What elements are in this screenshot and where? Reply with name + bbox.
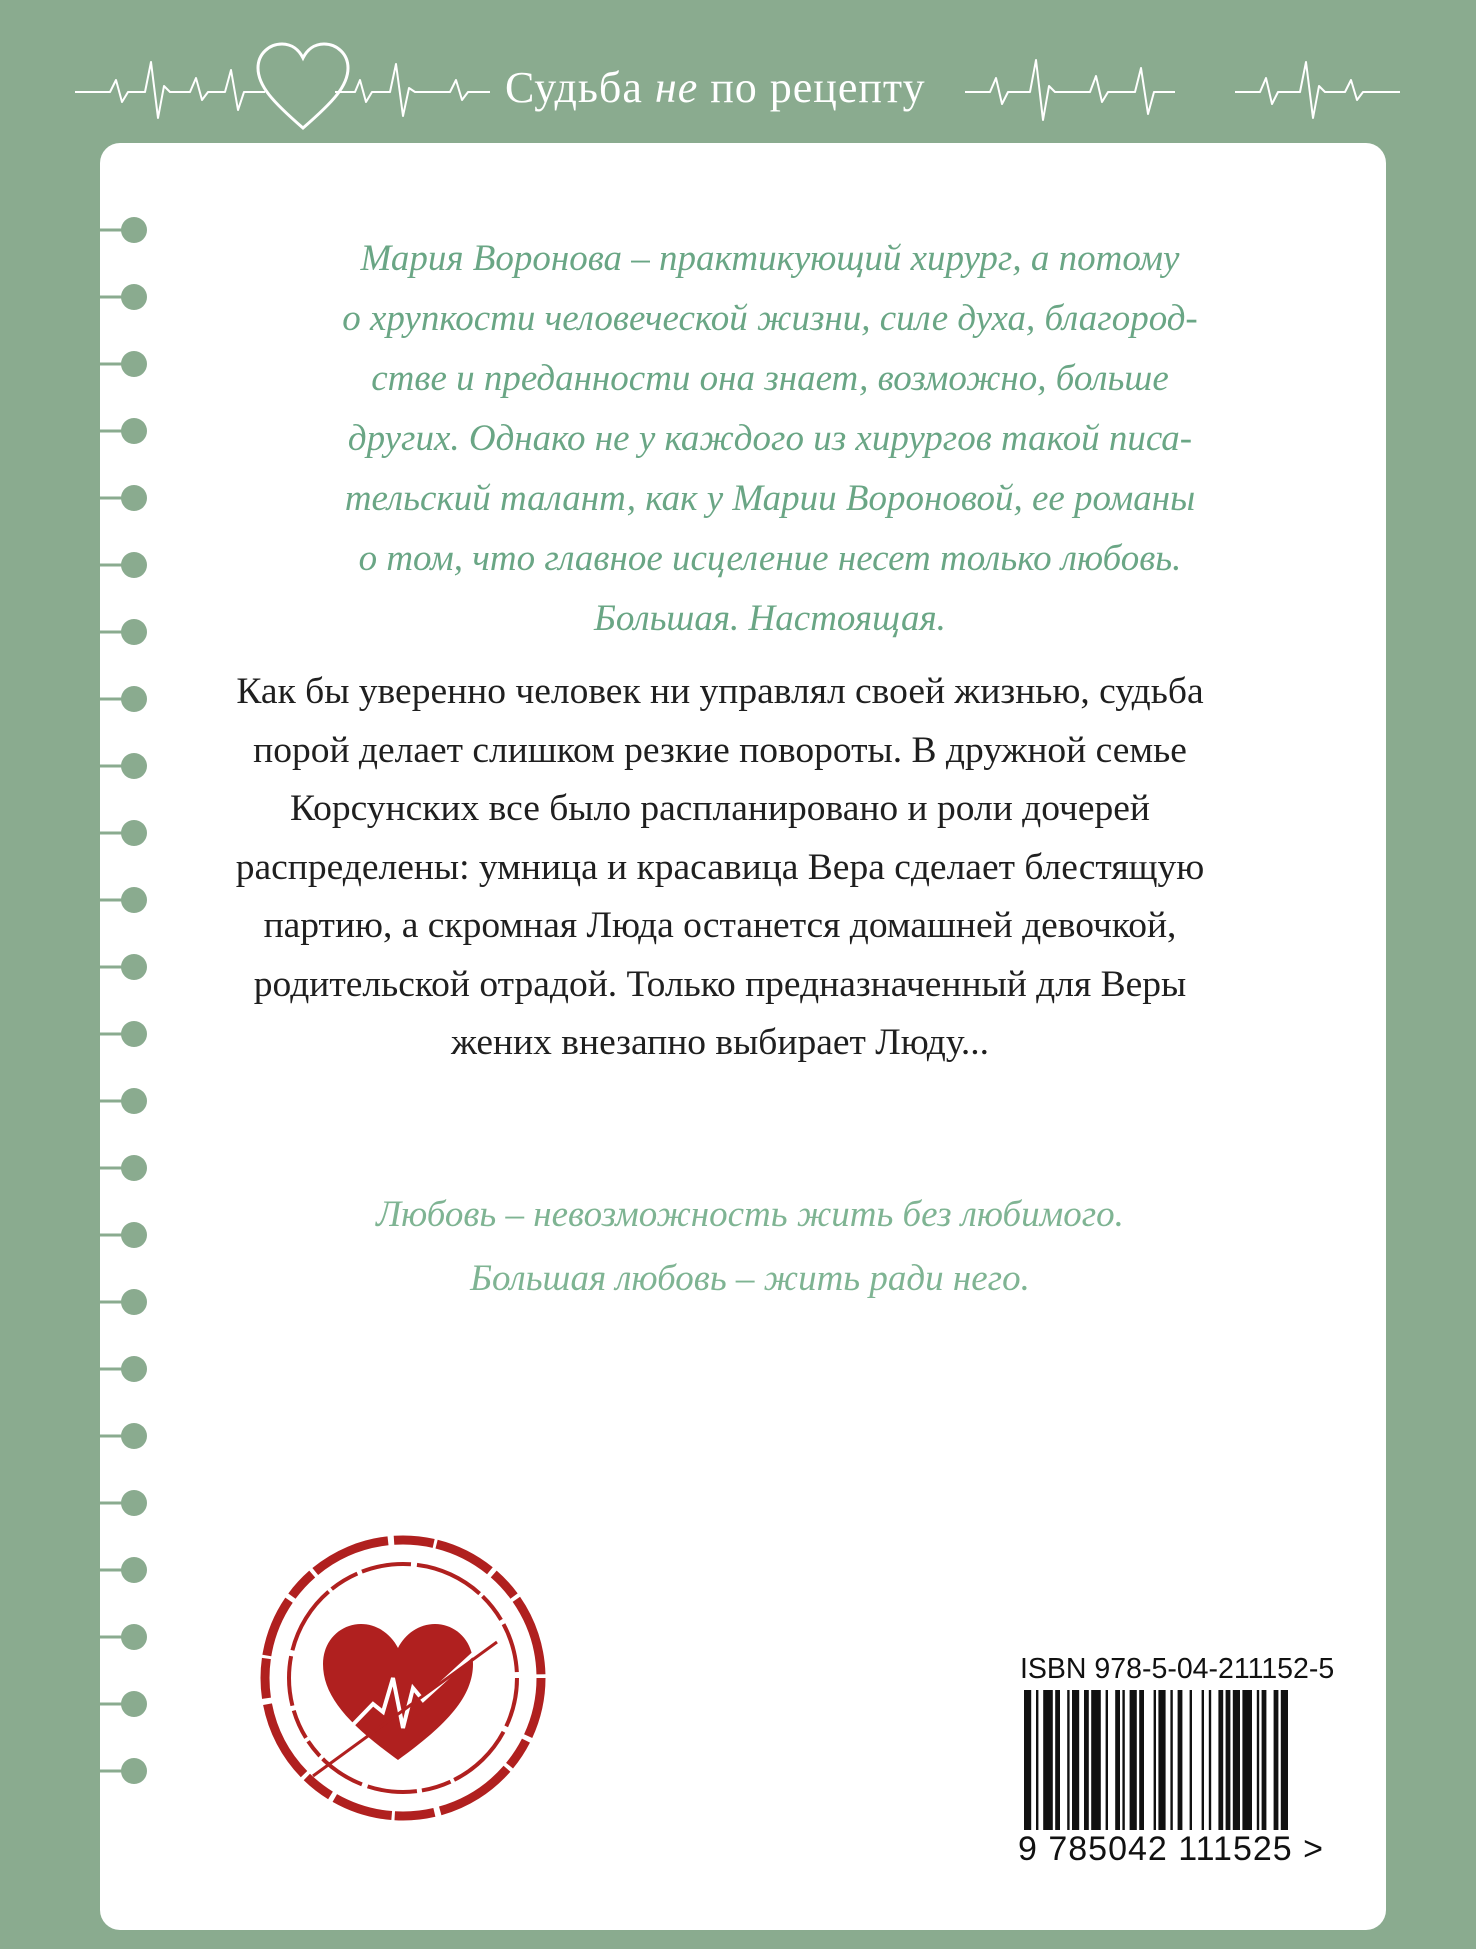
intro-line: о том, что главное исцеление несет только любовь. xyxy=(358,538,1182,579)
description-line: распределены: умница и красавица Вера сделает блестящую xyxy=(235,846,1205,888)
description-line: родительской отрадой. Только предназначенный для Веры xyxy=(253,963,1187,1005)
description-line: жених внезапно выбирает Люду... xyxy=(450,1022,990,1063)
quote-line: Любовь – невозможность жить без любимого. xyxy=(376,1194,1124,1235)
barcode-icon xyxy=(1024,1690,1394,1830)
intro-line: о хрупкости человеческой жизни, силе духа, благород- xyxy=(342,298,1198,339)
spiral-binding-icon xyxy=(100,143,180,1930)
heart-icon xyxy=(253,40,353,140)
intro-line: других. Однако не у каждого из хирургов такой писа- xyxy=(347,418,1193,459)
heart-stamp-icon xyxy=(253,1528,553,1828)
series-title: Судьба не по рецепту xyxy=(505,63,926,112)
book-description xyxy=(220,663,1220,1073)
intro-line: Большая. Настоящая. xyxy=(594,598,946,639)
intro-line: Мария Воронова – практикующий хирург, а потому xyxy=(360,238,1180,279)
quote-line: Большая любовь – жить ради него. xyxy=(470,1258,1030,1299)
description-line: порой делает слишком резкие повороты. В дружной семье xyxy=(253,729,1187,771)
intro-line: стве и преданности она знает, возможно, больше xyxy=(371,358,1169,399)
author-intro xyxy=(270,229,1270,649)
description-line: Корсунских все было распланировано и роли дочерей xyxy=(290,788,1150,829)
intro-line: тельский талант, как у Марии Вороновой, ее романы xyxy=(344,478,1196,519)
series-header xyxy=(0,0,1476,140)
isbn-label: ISBN 978-5-04-211152-5 xyxy=(1020,1653,1335,1685)
epigraph-quote xyxy=(250,1183,1250,1311)
notebook-page xyxy=(100,143,1386,1930)
description-line: партию, а скромная Люда останется домашней девочкой, xyxy=(263,905,1177,946)
barcode-digits: 9 785042 111525 > xyxy=(1018,1830,1324,1868)
description-line: Как бы уверенно человек ни управлял своей жизнью, судьба xyxy=(236,671,1204,712)
